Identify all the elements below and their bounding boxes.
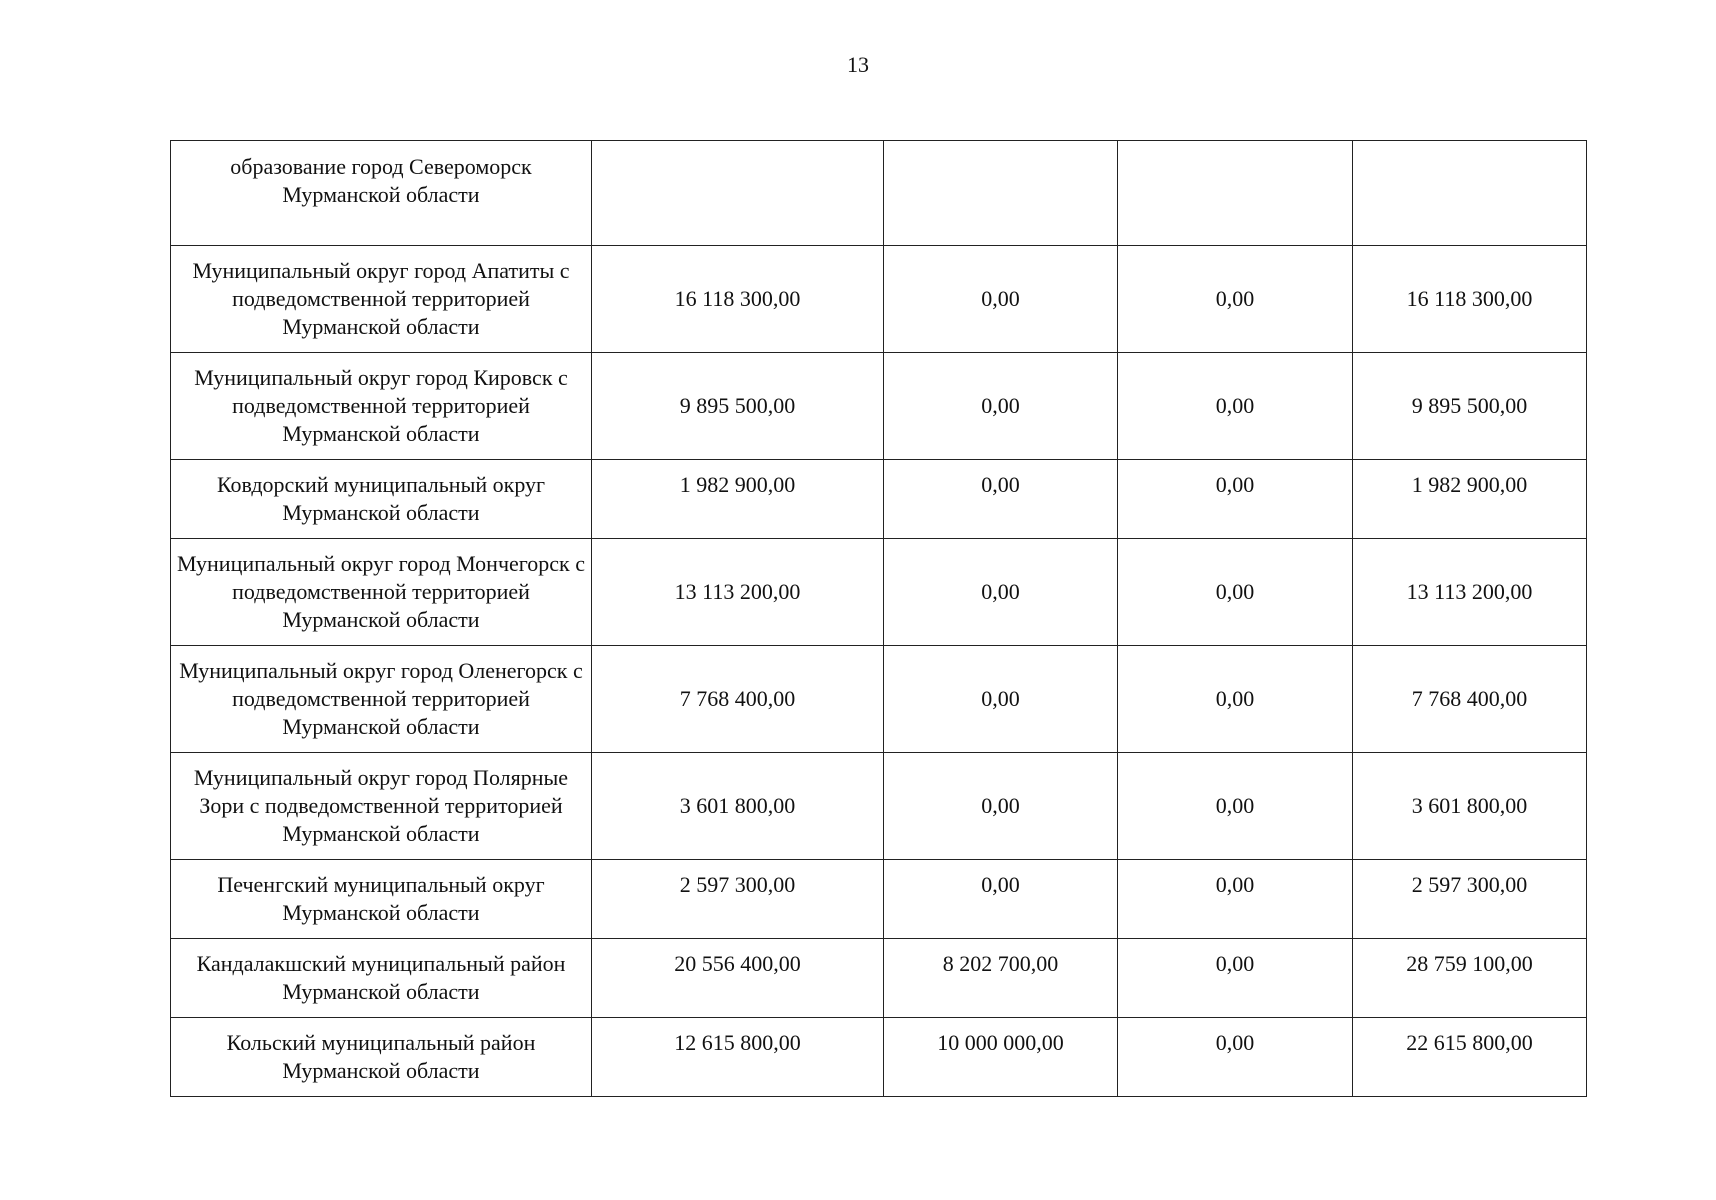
municipality-name: Муниципальный округ город Апатиты с подведомственной территорией Мурманской области	[171, 246, 592, 353]
amount-cell: 1 982 900,00	[592, 460, 884, 539]
municipality-name: Кандалакшский муниципальный район Мурманской области	[171, 939, 592, 1018]
table-row	[171, 141, 1587, 246]
amount-cell: 28 759 100,00	[1353, 939, 1587, 1018]
municipality-name: Печенгский муниципальный округ Мурманской области	[171, 860, 592, 939]
table-body	[171, 141, 1587, 1097]
amount-cell: 13 113 200,00	[592, 539, 884, 646]
amount-cell: 12 615 800,00	[592, 1018, 884, 1097]
amount-cell: 0,00	[1118, 860, 1353, 939]
table-row	[171, 539, 1587, 646]
amount-cell: 0,00	[884, 860, 1118, 939]
page-number: 13	[847, 52, 869, 77]
amount-cell: 0,00	[1118, 460, 1353, 539]
amount-cell	[1118, 141, 1353, 246]
table-row	[171, 753, 1587, 860]
amount-cell: 0,00	[884, 460, 1118, 539]
amount-cell	[884, 141, 1118, 246]
amount-cell: 10 000 000,00	[884, 1018, 1118, 1097]
table-row	[171, 460, 1587, 539]
municipality-name: Муниципальный округ город Мончегорск с подведомственной территорией Мурманской области	[171, 539, 592, 646]
amount-cell: 3 601 800,00	[1353, 753, 1587, 860]
amount-cell: 0,00	[1118, 1018, 1353, 1097]
amount-cell: 3 601 800,00	[592, 753, 884, 860]
amount-cell: 0,00	[884, 246, 1118, 353]
municipality-name: Муниципальный округ город Кировск с подведомственной территорией Мурманской области	[171, 353, 592, 460]
table-row	[171, 939, 1587, 1018]
amount-cell: 16 118 300,00	[1353, 246, 1587, 353]
municipality-name: Ковдорский муниципальный округ Мурманской области	[171, 460, 592, 539]
amount-cell: 2 597 300,00	[1353, 860, 1587, 939]
amount-cell: 0,00	[1118, 539, 1353, 646]
amount-cell: 9 895 500,00	[592, 353, 884, 460]
municipality-name: Муниципальный округ город Полярные Зори с подведомственной территорией Мурманской области	[171, 753, 592, 860]
amount-cell: 13 113 200,00	[1353, 539, 1587, 646]
amount-cell: 0,00	[1118, 353, 1353, 460]
amount-cell: 8 202 700,00	[884, 939, 1118, 1018]
amount-cell: 0,00	[884, 353, 1118, 460]
table-row	[171, 1018, 1587, 1097]
table-row	[171, 246, 1587, 353]
amount-cell: 0,00	[1118, 753, 1353, 860]
table-row	[171, 353, 1587, 460]
amount-cell: 16 118 300,00	[592, 246, 884, 353]
amount-cell: 20 556 400,00	[592, 939, 884, 1018]
table-row	[171, 860, 1587, 939]
amount-cell: 0,00	[1118, 939, 1353, 1018]
amount-cell: 0,00	[884, 646, 1118, 753]
amount-cell	[1353, 141, 1587, 246]
amount-cell: 9 895 500,00	[1353, 353, 1587, 460]
amount-cell: 7 768 400,00	[592, 646, 884, 753]
municipality-name: образование город Североморск Мурманской области	[171, 141, 592, 246]
municipality-name: Муниципальный округ город Оленегорск с подведомственной территорией Мурманской области	[171, 646, 592, 753]
amount-cell: 22 615 800,00	[1353, 1018, 1587, 1097]
amount-cell: 1 982 900,00	[1353, 460, 1587, 539]
amount-cell: 0,00	[1118, 646, 1353, 753]
municipality-name: Кольский муниципальный район Мурманской области	[171, 1018, 592, 1097]
amount-cell: 2 597 300,00	[592, 860, 884, 939]
amount-cell	[592, 141, 884, 246]
amount-cell: 0,00	[1118, 246, 1353, 353]
amount-cell: 7 768 400,00	[1353, 646, 1587, 753]
amount-cell: 0,00	[884, 539, 1118, 646]
amount-cell: 0,00	[884, 753, 1118, 860]
budget-table	[170, 140, 1587, 1097]
table-row	[171, 646, 1587, 753]
